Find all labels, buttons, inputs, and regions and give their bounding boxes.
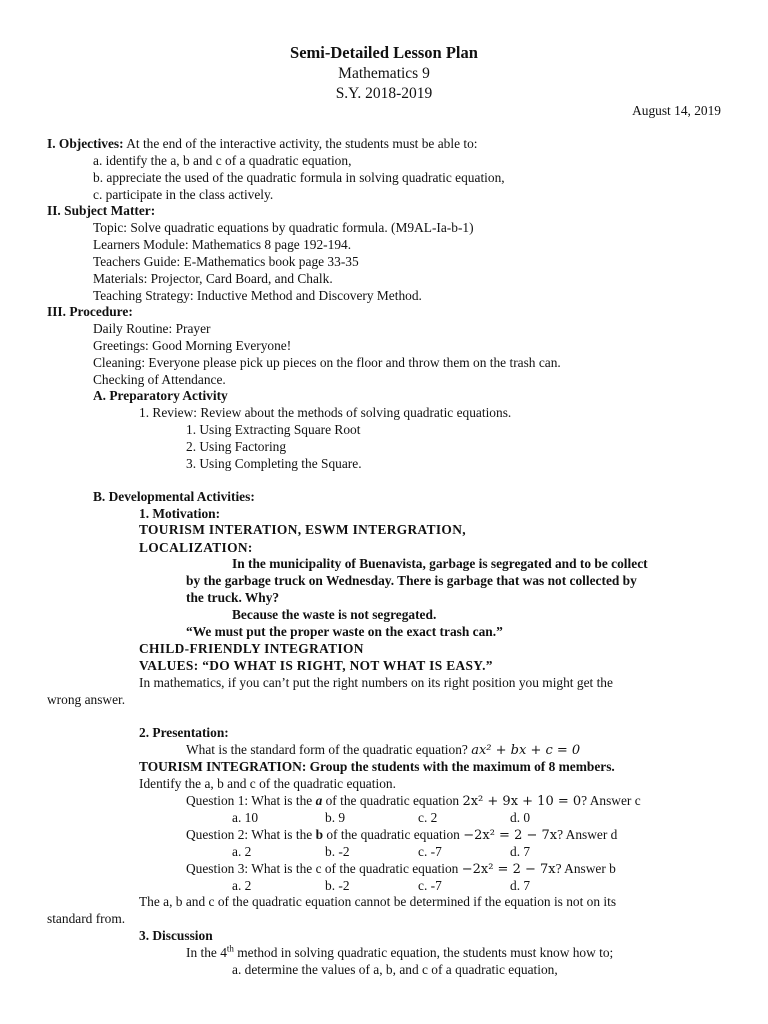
integration-line: LOCALIZATION: (139, 540, 253, 555)
objective-item: c. participate in the class actively. (93, 187, 274, 202)
story-answer: Because the waste is not segregated. (232, 607, 437, 622)
objective-item: a. identify the a, b and c of a quadratic equation, (93, 153, 352, 168)
standard-form-note: The a, b and c of the quadratic equation cannot be determined if the equation is not on its (139, 894, 617, 909)
motivation-heading: 1. Motivation: (139, 506, 221, 521)
option-c: c. -7 (418, 844, 442, 859)
subject-matter-item: Teaching Strategy: Inductive Method and Discovery Method. (93, 288, 422, 303)
question-variable: c (315, 861, 322, 876)
standard-form-note: standard from. (47, 911, 126, 926)
discussion-line (186, 945, 613, 962)
question-text: Question 1: What is the (186, 793, 316, 808)
option-b: b. -2 (325, 844, 350, 859)
option-b: b. 9 (325, 810, 346, 825)
story-line: by the garbage truck on Wednesday. There is garbage that was not collected by (186, 573, 637, 588)
question-3 (186, 861, 616, 879)
preparatory-heading: A. Preparatory Activity (93, 388, 228, 403)
option-a: a. 10 (232, 810, 259, 825)
routine-item: Greetings: Good Morning Everyone! (93, 338, 292, 353)
integration-line: TOURISM INTERATION, ESWM INTERGRATION, (139, 522, 466, 537)
question-equation: 2x² + 9x + 10 = 0 (462, 794, 582, 809)
option-d: d. 7 (510, 878, 531, 893)
identify-line: Identify the a, b and c of the quadratic equation. (139, 776, 396, 791)
option-d: d. 0 (510, 810, 531, 825)
question-answer: ? Answer d (557, 827, 618, 842)
objective-item: b. appreciate the used of the quadratic formula in solving quadratic equation, (93, 170, 505, 185)
values-line: VALUES: “DO WHAT IS RIGHT, NOT WHAT IS EASY.” (139, 658, 493, 673)
question-text: of the quadratic equation (321, 861, 462, 876)
child-friendly-integration: CHILD-FRIENDLY INTEGRATION (139, 641, 364, 656)
option-c: c. -7 (418, 878, 442, 893)
subject-matter-heading: II. Subject Matter: (47, 203, 156, 218)
subject-matter-item: Teachers Guide: E-Mathematics book page 33-35 (93, 254, 359, 269)
question-equation: −2x² = 2 − 7x (463, 828, 558, 843)
discussion-item: a. determine the values of a, b, and c of a quadratic equation, (232, 962, 558, 977)
procedure-heading: III. Procedure: (47, 304, 133, 319)
method-item: 1. Using Extracting Square Root (186, 422, 361, 437)
question-text: Question 3: What is the (186, 861, 316, 876)
objectives-heading: I. Objectives: (47, 136, 124, 151)
ordinal-suffix: th (226, 943, 234, 954)
option-d: d. 7 (510, 844, 531, 859)
document-title: Semi-Detailed Lesson Plan (290, 43, 478, 62)
document-subject: Mathematics 9 (338, 65, 430, 82)
question-answer: ? Answer b (555, 861, 616, 876)
option-b: b. -2 (325, 878, 350, 893)
method-item: 3. Using Completing the Square. (186, 456, 362, 471)
story-quote: “We must put the proper waste on the exact trash can.” (186, 624, 503, 639)
developmental-heading: B. Developmental Activities: (93, 489, 255, 504)
option-a: a. 2 (232, 844, 252, 859)
question-2 (186, 827, 617, 845)
subject-matter-item: Topic: Solve quadratic equations by quadratic formula. (M9AL-Ia-b-1) (93, 220, 474, 235)
method-item: 2. Using Factoring (186, 439, 287, 454)
subject-matter-item: Materials: Projector, Card Board, and Chalk. (93, 271, 333, 286)
discussion-text: In the 4 (186, 945, 227, 960)
question-text: Question 2: What is the (186, 827, 316, 842)
discussion-text: method in solving quadratic equation, the students must know how to; (233, 945, 614, 960)
question-text: of the quadratic equation (323, 827, 464, 842)
option-c: c. 2 (418, 810, 438, 825)
presentation-heading: 2. Presentation: (139, 725, 229, 740)
standard-form-question: What is the standard form of the quadratic equation? (186, 742, 468, 757)
school-year: S.Y. 2018-2019 (335, 85, 433, 102)
objectives-line (47, 136, 478, 153)
question-variable: b (315, 827, 324, 842)
story-line: the truck. Why? (186, 590, 280, 605)
routine-item: Checking of Attendance. (93, 372, 226, 387)
question-equation: −2x² = 2 − 7x (461, 862, 556, 877)
standard-form-equation: ax² + bx + c = 0 (471, 743, 581, 758)
question-text: of the quadratic equation (322, 793, 463, 808)
objectives-intro: At the end of the interactive activity, the students must be able to: (126, 136, 478, 151)
standard-form-line (186, 742, 580, 760)
routine-item: Daily Routine: Prayer (93, 321, 211, 336)
tourism-integration: TOURISM INTEGRATION: Group the students with the maximum of 8 members. (139, 759, 615, 774)
option-a: a. 2 (232, 878, 252, 893)
document-date: August 14, 2019 (632, 103, 721, 118)
routine-item: Cleaning: Everyone please pick up pieces on the floor and throw them on the trash can. (93, 355, 561, 370)
review-line: 1. Review: Review about the methods of solving quadratic equations. (139, 405, 512, 420)
math-analogy-line: In mathematics, if you can’t put the right numbers on its right position you might get the (139, 675, 613, 690)
discussion-heading: 3. Discussion (139, 928, 213, 943)
question-1 (186, 793, 641, 811)
math-analogy-line: wrong answer. (47, 692, 126, 707)
question-variable: a (315, 793, 323, 808)
subject-matter-item: Learners Module: Mathematics 8 page 192-194. (93, 237, 352, 252)
question-answer: ? Answer c (581, 793, 641, 808)
story-line: In the municipality of Buenavista, garbage is segregated and to be collect (232, 556, 648, 571)
